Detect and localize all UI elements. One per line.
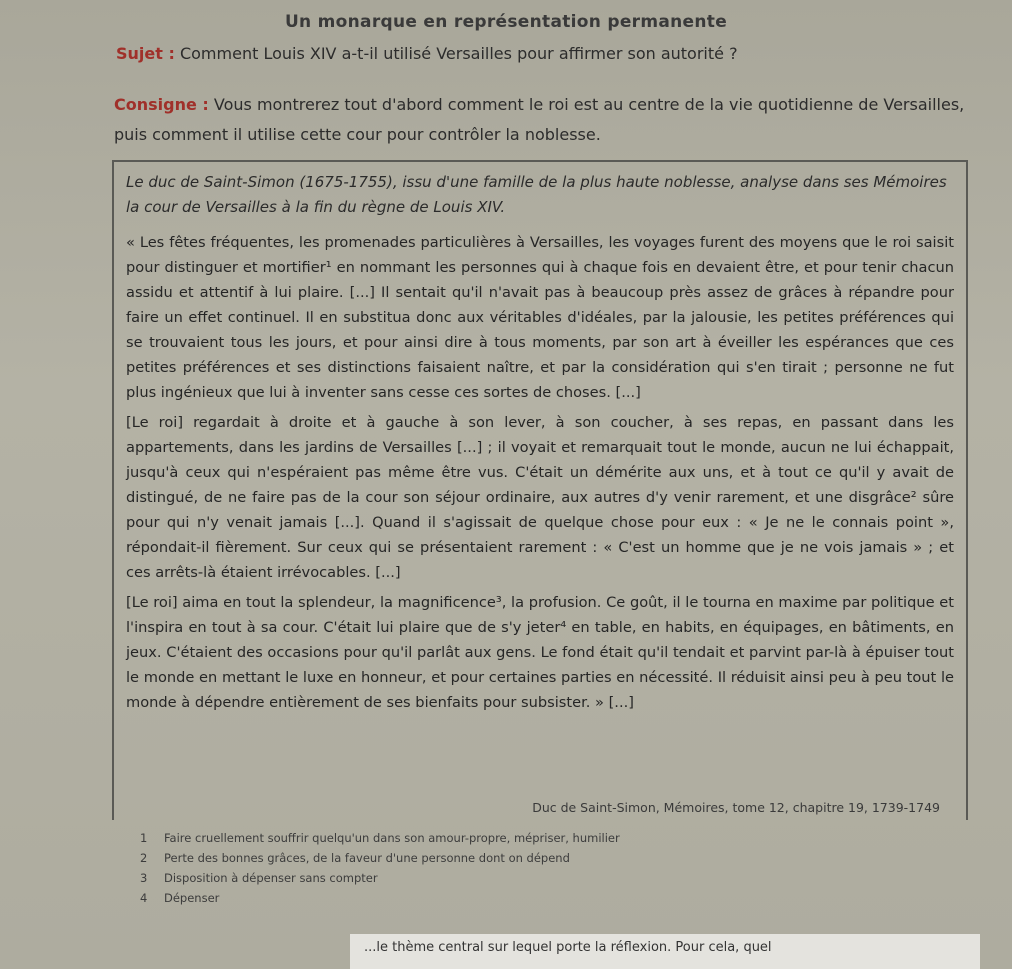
footnote-text: Faire cruellement souffrir quelqu'un dans son amour-propre, mépriser, humilier: [164, 831, 620, 845]
sujet-line: [116, 44, 976, 63]
footnote-text: Perte des bonnes grâces, de la faveur d'une personne dont on dépend: [164, 851, 570, 865]
footer-strip: [350, 934, 980, 969]
consigne-text: Vous montrerez tout d'abord comment le roi est au centre de la vie quotidienne de Versailles, puis comment il utilise cette cour pour contrôler la noblesse.: [114, 95, 965, 144]
footnote-number: 1: [140, 831, 148, 845]
footnote-number: 2: [140, 851, 148, 865]
footnote: [140, 848, 960, 868]
document-paragraph-1: « Les fêtes fréquentes, les promenades particulières à Versailles, les voyages furent des moyens que le roi saisit pour distinguer et mortifier¹ en nommant les personnes qui à chaque fois en devaient être, et pour tenir chacun assidu et attentif à lui plaire. [...] Il sentait qu'il n'avait pas à beaucoup près assez de grâces à répandre pour faire un effet continuel. Il en substitua donc aux véritables d'idéales, par la jalousie, les petites préférences qui se trouvaient tous les jours, et pour ainsi dire à tous moments, par son art à éveiller les espérances que ces petites préférences et ses distinctions faisaient naître, et par la considération qui s'en tirait ; personne ne fut plus ingénieux que lui à inventer sans cesse ces sortes de choses. [...]: [126, 234, 954, 401]
footnote: [140, 888, 960, 908]
consigne-block: [114, 90, 984, 150]
footnote-number: 3: [140, 871, 148, 885]
footnote: [140, 828, 960, 848]
footnotes: [140, 828, 960, 908]
consigne-label: Consigne :: [114, 95, 209, 114]
sujet-label: Sujet :: [116, 44, 175, 63]
footer-text: ...le thème central sur lequel porte la réflexion. Pour cela, quel: [364, 940, 772, 955]
footnote-text: Disposition à dépenser sans compter: [164, 871, 378, 885]
footnote: [140, 868, 960, 888]
document-intro: Le duc de Saint-Simon (1675-1755), issu d'une famille de la plus haute noblesse, analyse dans ses Mémoires la cour de Versailles à la fin du règne de Louis XIV.: [126, 173, 947, 216]
footnote-text: Dépenser: [164, 891, 220, 905]
document-source: Duc de Saint-Simon, Mémoires, tome 12, chapitre 19, 1739-1749: [532, 800, 940, 815]
document-paragraph-2: [Le roi] regardait à droite et à gauche à son lever, à son coucher, à ses repas, en passant dans les appartements, dans les jardins de Versailles [...] ; il voyait et remarquait tout le monde, aucun ne lui échappait, jusqu'à ceux qui n'espéraient pas même être vus. C'était un démérite aux uns, et à tout ce qu'il y avait de distingué, de ne faire pas de la cour son séjour ordinaire, aux autres d'y venir rarement, et une disgrâce² sûre pour qui n'y venait jamais [...]. Quand il s'agissait de quelque chose pour eux : « Je ne le connais point », répondait-il fièrement. Sur ceux qui se présentaient rarement : « C'est un homme que je ne vois jamais » ; et ces arrêts-là étaient irrévocables. [...]: [126, 414, 954, 581]
page-title: Un monarque en représentation permanente: [284, 12, 728, 32]
footnote-number: 4: [140, 891, 148, 905]
document-box: [112, 160, 968, 820]
sujet-text: Comment Louis XIV a-t-il utilisé Versailles pour affirmer son autorité ?: [179, 44, 738, 63]
document-paragraph-3: [Le roi] aima en tout la splendeur, la magnificence³, la profusion. Ce goût, il le tourna en maxime par politique et l'inspira en tout à sa cour. C'était lui plaire que de s'y jeter⁴ en table, en habits, en équipages, en bâtiments, en jeux. C'étaient des occasions pour qu'il parlât aux gens. Le fond était qu'il tendait et parvint par-là à épuiser tout le monde en mettant le luxe en honneur, et pour certaines parties en nécessité. Il réduisit ainsi peu à peu tout le monde à dépendre entièrement de ses bienfaits pour subsister. » [...]: [126, 594, 954, 711]
